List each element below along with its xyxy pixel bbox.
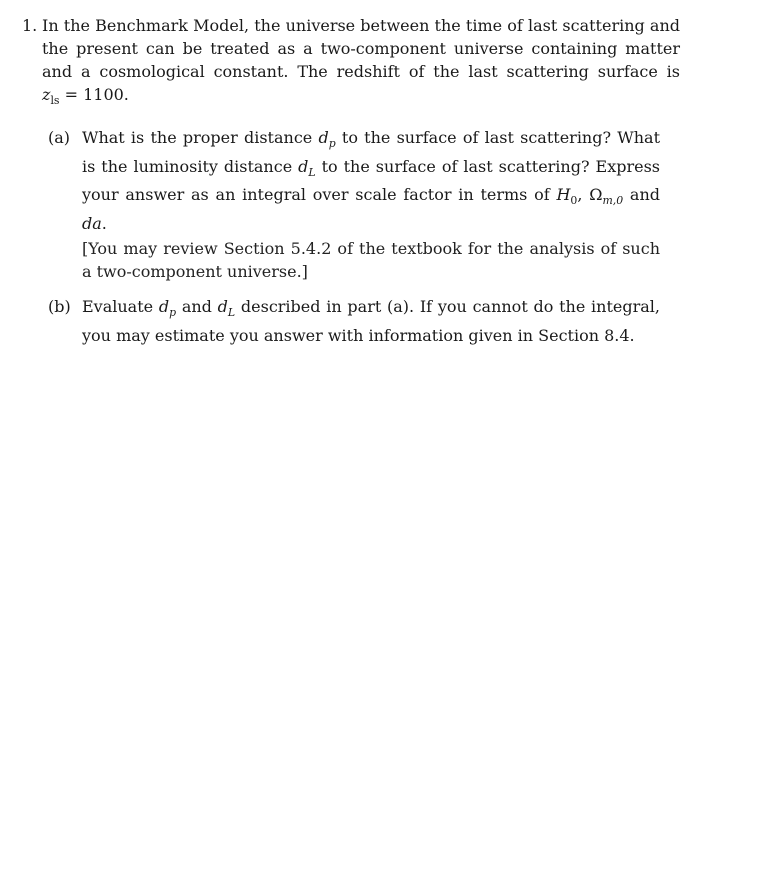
part-b-text <box>82 295 660 347</box>
H-symbol: H <box>556 185 571 205</box>
part-a-note: [You may review Section 5.4.2 of the textbook for the analysis of such a two-component universe.] <box>82 239 660 282</box>
p-subscript: p <box>169 305 177 319</box>
part-b-text-3: described in part (a). If you cannot do the integral, you may estimate you answer with information given in Section 8.4. <box>82 297 661 345</box>
redshift-equation <box>42 85 124 107</box>
comma: , <box>577 185 590 205</box>
proper-distance-symbol <box>158 297 177 319</box>
Omega-symbol: Ω <box>589 185 603 205</box>
p-subscript: p <box>328 136 336 150</box>
part-b-label: (b) <box>48 297 71 317</box>
part-a-label: (a) <box>48 127 71 147</box>
d-symbol: d <box>158 297 170 317</box>
da-symbol: da <box>82 214 102 234</box>
part-a-text-4: and <box>623 185 661 205</box>
omega-symbol <box>589 185 624 208</box>
problem-statement <box>42 14 680 112</box>
part-b-text-1: Evaluate <box>82 297 159 317</box>
part-a-text-3: to the surface of last scattering? Express your answer as an integral over scale factor in terms of <box>82 156 661 205</box>
part-b <box>48 295 682 347</box>
d-symbol: d <box>318 127 329 147</box>
part-a-text-5: . <box>101 214 107 234</box>
problem-number: 1. <box>22 16 38 35</box>
part-a-text <box>82 126 660 283</box>
luminosity-distance-symbol <box>217 297 236 319</box>
proper-distance-symbol <box>318 127 336 150</box>
problem-parts <box>48 126 682 347</box>
redshift-value: = 1100 <box>59 85 124 104</box>
part-a-text-1: What is the proper distance <box>82 127 319 147</box>
L-subscript: L <box>227 305 236 319</box>
problem-1 <box>22 14 682 359</box>
problem-text: In the Benchmark Model, the universe between the time of last scattering and the present can be treated as a two-component universe containing matter and a cosmological constant. The redshift of the last scattering surface is <box>42 16 680 81</box>
L-subscript: L <box>308 165 316 179</box>
part-a-question <box>82 126 660 235</box>
d-symbol: d <box>217 297 228 317</box>
part-b-text-2: and <box>176 297 218 317</box>
d-symbol: d <box>298 156 309 176</box>
H-subscript: 0 <box>570 194 578 208</box>
redshift-symbol: z <box>42 85 51 104</box>
part-a <box>48 126 682 283</box>
part-a-text-2: to the surface of last scattering? What is the luminosity distance <box>82 127 660 176</box>
luminosity-distance-symbol <box>298 156 316 179</box>
hubble-constant-symbol <box>556 185 578 208</box>
problem-text-end: . <box>123 85 129 104</box>
redshift-subscript: ls <box>50 93 60 107</box>
Omega-subscript: m,0 <box>602 194 624 208</box>
